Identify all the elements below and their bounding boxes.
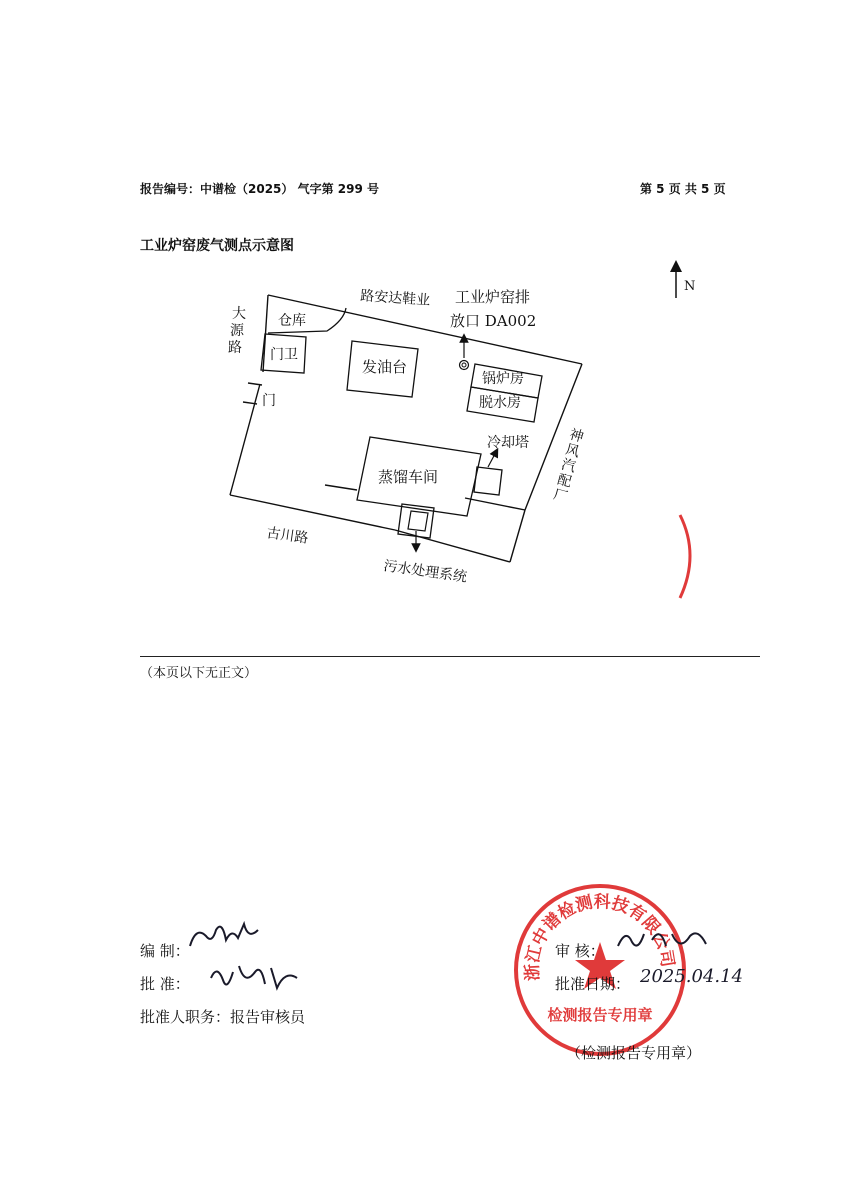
outlet-label-line2: 放口 DA002 <box>450 312 537 330</box>
svg-text:浙江中谱检测科技有限公司: 浙江中谱检测科技有限公司 <box>522 892 678 982</box>
review-label: 审 核： <box>555 942 605 960</box>
cooling-tower <box>474 467 502 495</box>
svg-text:配: 配 <box>555 471 574 491</box>
approver-role-label: 批准人职务：报告审核员 <box>140 1008 306 1026</box>
outlet-marker-icon <box>460 338 469 370</box>
oil-label: 发油台 <box>362 358 408 376</box>
approve-date-label: 批准日期： <box>555 975 631 993</box>
compile-label: 编 制： <box>140 942 190 960</box>
svg-text:厂: 厂 <box>551 486 570 506</box>
svg-text:汽: 汽 <box>559 456 578 476</box>
approve-date: 2025.04.14 <box>640 966 744 987</box>
sewage-label: 污水处理系统 <box>382 558 468 586</box>
reviewer-signature <box>612 922 712 958</box>
sewage-tank <box>408 511 428 531</box>
gate-label: 门 <box>262 393 276 409</box>
svg-text:大: 大 <box>232 306 246 322</box>
page-info: 第 5 页 共 5 页 <box>640 182 726 196</box>
road-north-label: 路安达鞋业 <box>359 288 431 309</box>
svg-text:风: 风 <box>563 441 582 461</box>
outlet-label-line1: 工业炉窑排 <box>455 288 531 306</box>
north-label: N <box>684 279 696 294</box>
report-number: 报告编号：中谱检（2025） 气字第 299 号 <box>140 182 379 196</box>
svg-text:检测报告专用章: 检测报告专用章 <box>547 1006 653 1024</box>
page-title: 工业炉窑废气测点示意图 <box>140 238 294 254</box>
boiler-label: 锅炉房 <box>482 371 524 387</box>
compiler-signature <box>186 918 266 954</box>
distillation-label: 蒸馏车间 <box>378 468 439 486</box>
content-end-line <box>140 656 760 657</box>
cooling-label: 冷却塔 <box>487 435 529 451</box>
cooling-arrow-icon <box>488 452 496 467</box>
svg-text:神: 神 <box>567 426 586 446</box>
approver-role: 报告审核员 <box>230 1008 306 1026</box>
east-factory-label <box>552 426 586 506</box>
road-south-label: 古川路 <box>265 525 310 547</box>
end-note: （本页以下无正文） <box>140 666 258 681</box>
road-west-label <box>228 305 246 356</box>
svg-text:路: 路 <box>228 340 242 356</box>
approve-label: 批 准： <box>140 975 190 993</box>
partial-seal-mark <box>680 515 690 598</box>
stamp-caption: （检测报告专用章） <box>566 1044 702 1062</box>
warehouse-label: 仓库 <box>278 313 306 329</box>
guard-label: 门卫 <box>270 347 298 363</box>
svg-text:源: 源 <box>230 323 244 339</box>
approver-signature <box>205 958 305 998</box>
dewater-label: 脱水房 <box>479 395 521 411</box>
